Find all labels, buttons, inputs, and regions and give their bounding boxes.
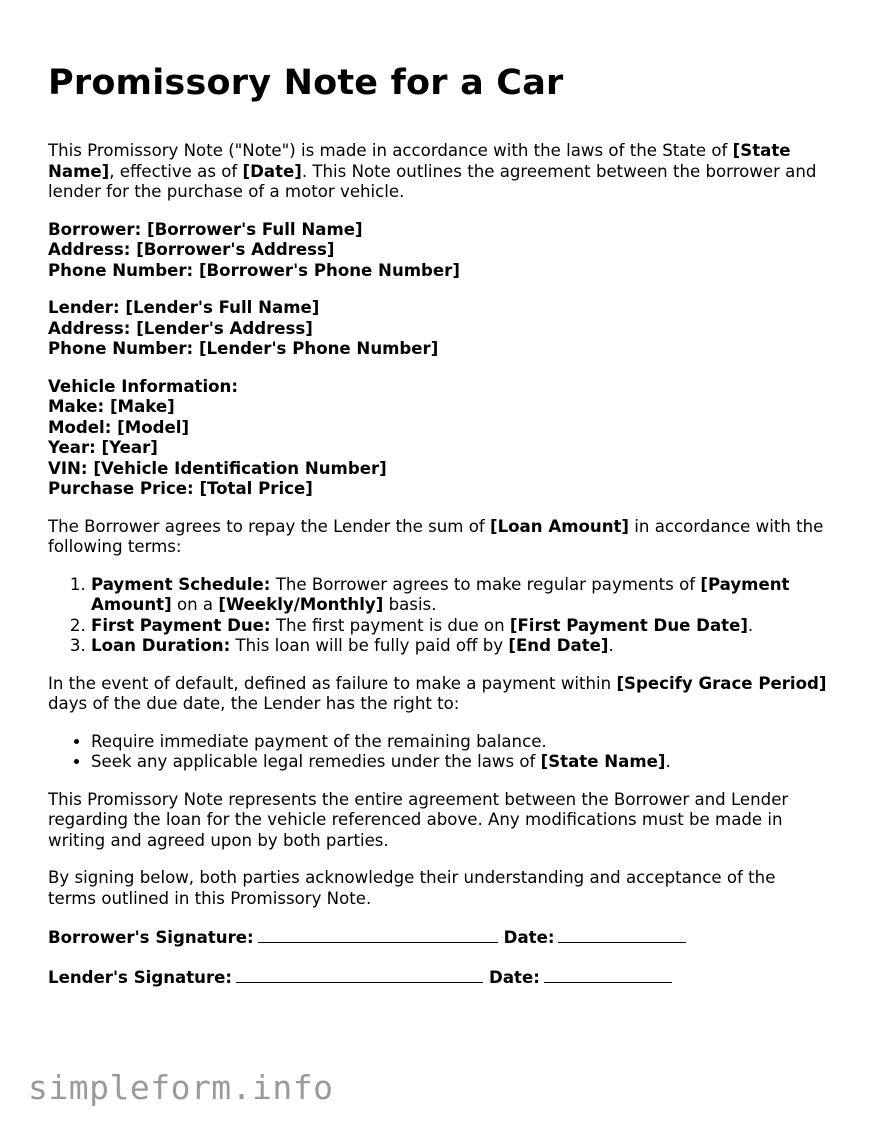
list-item xyxy=(91,752,828,773)
intro-text-2: , effective as of xyxy=(109,161,243,181)
vehicle-vin: VIN: [Vehicle Identification Number] xyxy=(48,458,387,478)
borrower-date-line[interactable] xyxy=(558,926,686,943)
term-text: on a xyxy=(171,595,219,614)
borrower-signature-row xyxy=(48,926,828,949)
vehicle-info xyxy=(48,377,828,500)
intro-text-3: . This Note outlines the agreement between the borrower and lender for the purchase of a motor vehicle. xyxy=(48,161,817,201)
remedies-list xyxy=(48,732,828,773)
term-text: basis. xyxy=(383,595,437,614)
list-item xyxy=(91,575,828,616)
default-text-2: days of the due date, the Lender has the right to: xyxy=(48,694,460,713)
lender-name: Lender: [Lender's Full Name] xyxy=(48,298,320,317)
vehicle-model: Model: [Model] xyxy=(48,417,190,437)
default-text-1: In the event of default, defined as failure to make a payment within xyxy=(48,673,617,693)
lender-date-label: Date: xyxy=(489,967,540,987)
entire-agreement-paragraph: This Promissory Note represents the entire agreement between the Borrower and Lender regarding the loan for the vehicle referenced above. Any modifications must be made in writing and agreed upon by both parties. xyxy=(48,789,789,850)
term-label: Payment Schedule: xyxy=(91,574,271,594)
lender-signature-label: Lender's Signature: xyxy=(48,967,233,987)
list-item xyxy=(91,616,828,637)
term-placeholder: [First Payment Due Date] xyxy=(509,615,748,635)
vehicle-year: Year: [Year] xyxy=(48,438,158,457)
terms-list xyxy=(48,575,828,657)
intro-date-placeholder: [Date] xyxy=(242,161,302,181)
document-title: Promissory Note for a Car xyxy=(48,63,564,103)
borrower-signature-line[interactable] xyxy=(258,926,498,943)
document-page xyxy=(48,62,828,1005)
intro-state-placeholder: [State Name] xyxy=(48,141,791,181)
lender-info xyxy=(48,298,828,360)
remedy-text: Seek any applicable legal remedies under the laws of xyxy=(91,752,541,771)
term-placeholder: [Payment Amount] xyxy=(91,574,790,614)
lender-signature-row xyxy=(48,966,828,989)
term-placeholder: [Weekly/Monthly] xyxy=(218,595,384,614)
lender-date-line[interactable] xyxy=(544,966,672,983)
loan-amount-placeholder: [Loan Amount] xyxy=(490,516,630,536)
intro-text-1: This Promissory Note ("Note") is made in accordance with the laws of the State of xyxy=(48,141,733,160)
borrower-date-label: Date: xyxy=(503,928,555,947)
borrower-name: Borrower: [Borrower's Full Name] xyxy=(48,219,363,239)
watermark: simpleform.info xyxy=(28,1068,334,1107)
term-text: . xyxy=(608,636,614,655)
default-paragraph xyxy=(48,674,828,715)
acknowledgement-paragraph: By signing below, both parties acknowledge their understanding and acceptance of the terms outlined in this Promissory Note. xyxy=(48,868,776,908)
vehicle-heading: Vehicle Information: xyxy=(48,376,238,396)
lender-address: Address: [Lender's Address] xyxy=(48,318,313,338)
lender-signature-line[interactable] xyxy=(236,966,483,983)
lender-phone: Phone Number: [Lender's Phone Number] xyxy=(48,339,439,358)
remedy-text: . xyxy=(665,752,671,771)
list-item: • Require immediate payment of the remaining balance. xyxy=(91,732,828,753)
vehicle-make: Make: [Make] xyxy=(48,397,175,416)
term-text: The Borrower agrees to make regular payments of xyxy=(270,574,701,594)
term-label: Loan Duration: xyxy=(91,636,231,655)
grace-period-placeholder: [Specify Grace Period] xyxy=(616,673,827,693)
term-text: . xyxy=(747,615,754,635)
list-item xyxy=(91,636,828,657)
remedy-state-placeholder: [State Name] xyxy=(540,752,666,771)
term-label: First Payment Due: xyxy=(91,615,271,635)
borrower-phone: Phone Number: [Borrower's Phone Number] xyxy=(48,260,460,280)
repay-text-1: The Borrower agrees to repay the Lender the sum of xyxy=(48,516,490,536)
vehicle-price: Purchase Price: [Total Price] xyxy=(48,479,313,498)
term-text: The first payment is due on xyxy=(270,615,510,635)
term-placeholder: [End Date] xyxy=(508,636,609,655)
intro-paragraph xyxy=(48,141,828,203)
repay-text-2: in accordance with the following terms: xyxy=(48,516,824,556)
borrower-info xyxy=(48,220,828,282)
borrower-address: Address: [Borrower's Address] xyxy=(48,240,335,259)
borrower-signature-label: Borrower's Signature: xyxy=(48,928,254,947)
term-text: This loan will be fully paid off by xyxy=(230,636,509,655)
repay-paragraph xyxy=(48,517,828,558)
